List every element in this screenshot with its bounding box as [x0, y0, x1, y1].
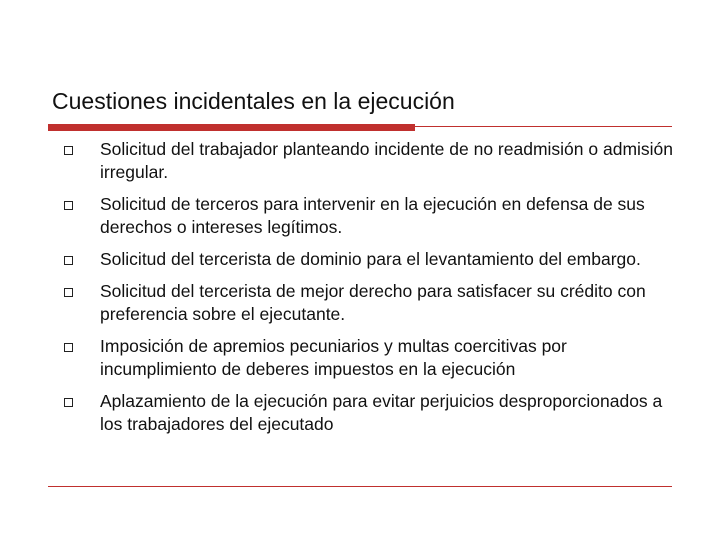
bullet-text: Imposición de apremios pecuniarios y multas coercitivas por incumplimiento de deberes impuestos en la ejecución [100, 336, 567, 379]
bullet-item [64, 138, 674, 184]
bullet-list [64, 138, 674, 445]
hollow-square-icon [64, 201, 73, 210]
bullet-item [64, 248, 674, 271]
footer-rule [48, 486, 672, 487]
hollow-square-icon [64, 288, 73, 297]
title-underline-accent [48, 124, 415, 131]
hollow-square-icon [64, 343, 73, 352]
bullet-item [64, 390, 674, 436]
bullet-item [64, 280, 674, 326]
slide-title: Cuestiones incidentales en la ejecución [52, 88, 455, 114]
bullet-item [64, 335, 674, 381]
bullet-text: Solicitud del tercerista de mejor derecho para satisfacer su crédito con preferencia sobre el ejecutante. [100, 281, 646, 324]
bullet-text: Aplazamiento de la ejecución para evitar perjuicios desproporcionados a los trabajadores del ejecutado [100, 391, 663, 434]
hollow-square-icon [64, 256, 73, 265]
hollow-square-icon [64, 398, 73, 407]
hollow-square-icon [64, 146, 73, 155]
bullet-text: Solicitud del tercerista de dominio para el levantamiento del embargo. [100, 249, 641, 269]
bullet-text: Solicitud de terceros para intervenir en la ejecución en defensa de sus derechos o intereses legítimos. [100, 194, 645, 237]
bullet-item [64, 193, 674, 239]
bullet-text: Solicitud del trabajador planteando incidente de no readmisión o admisión irregular. [100, 139, 674, 182]
